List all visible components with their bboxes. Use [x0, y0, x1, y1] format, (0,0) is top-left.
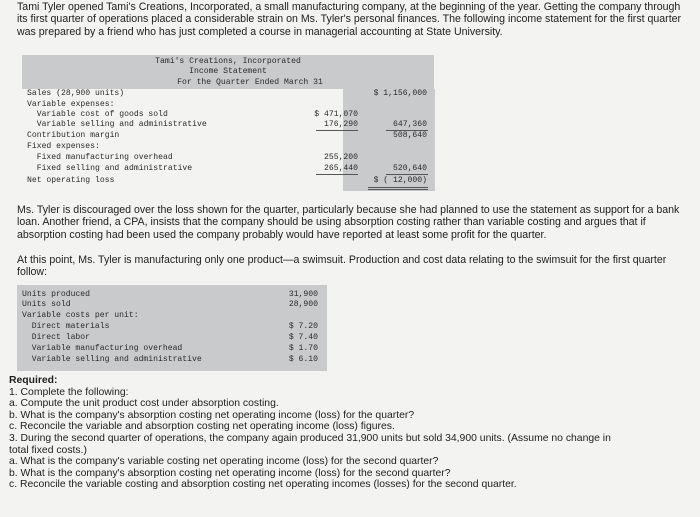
statement-row-label: Sales (28,900 units): [27, 89, 125, 98]
production-row-label: Direct labor: [22, 333, 90, 342]
production-row-value: $ 1.70: [288, 344, 318, 353]
required-line: 3. During the second quarter of operations, the company again produced 31,900 units but sold 34,900 units. (Assume no change in: [9, 432, 611, 444]
statement-row-total: $ ( 12,000): [373, 176, 427, 185]
statement-row-total: 647,360: [393, 120, 427, 129]
statement-row-total: 520,640: [393, 164, 427, 173]
statement-row-total: $ 1,156,000: [373, 89, 427, 98]
production-row-value: $ 6.10: [288, 355, 318, 364]
required-line: b. What is the company's absorption costing net operating income (loss) for the quarter?: [9, 409, 415, 421]
required-line: c. Reconcile the variable costing and absorption costing net operating incomes (losses) for the second quarter.: [9, 479, 517, 491]
statement-row-label: Variable expenses:: [27, 100, 115, 109]
subtotal-rule: [316, 174, 358, 175]
discussion-paragraph: Ms. Tyler is discouraged over the loss shown for the quarter, particularly because she had planned to use the statement as support for a bank loan. Another friend, a CPA, insists that the company should be using absorption costing rather than variable costing and argues that if absorption costing had been used the company probably would have reported at least some profit for the quarter.: [17, 204, 680, 241]
production-intro-paragraph: At this point, Ms. Tyler is manufacturing only one product—a swimsuit. Production and cost data relating to the swimsuit for the first quarter follow:: [17, 254, 667, 279]
statement-row-label: Fixed selling and administrative: [27, 164, 193, 173]
production-row-label: Variable manufacturing overhead: [22, 344, 183, 353]
statement-row-label: Fixed manufacturing overhead: [27, 153, 173, 162]
subtotal-rule: [386, 174, 428, 175]
statement-row-label: Fixed expenses:: [27, 142, 100, 151]
statement-row-label: Net operating loss: [27, 176, 115, 185]
production-row-value: $ 7.40: [288, 333, 318, 342]
required-line: a. Compute the unit product cost under absorption costing.: [9, 398, 279, 410]
required-section: [9, 375, 689, 491]
production-row-label: Units sold: [22, 300, 71, 309]
production-row-label: Units produced: [22, 290, 90, 299]
statement-title: Income Statement: [189, 67, 267, 76]
intro-paragraph: Tami Tyler opened Tami's Creations, Incorporated, a small manufacturing company, at the beginning of the year. Getting the company through its first quarter of operations placed a considerable strain on Ms. Tyler's personal finances. The following income statement for the first quarter was prepared by a friend who has just completed a course in managerial accounting at State University.: [17, 1, 682, 38]
statement-row-amount: 176,290: [324, 120, 358, 129]
required-line: total fixed costs.): [9, 444, 87, 456]
statement-row-label: Variable selling and administrative: [27, 120, 207, 129]
statement-company: Tami's Creations, Incorporated: [155, 57, 301, 66]
statement-row-amount: 265,440: [324, 164, 358, 173]
total-double-rule: [368, 187, 428, 188]
production-row-label: Variable costs per unit:: [22, 311, 139, 320]
production-row-value: $ 7.20: [288, 322, 318, 331]
statement-period: For the Quarter Ended March 31: [177, 78, 323, 87]
required-line: c. Reconcile the variable and absorption costing net operating income (loss) figures.: [9, 421, 395, 433]
statement-row-label: Contribution margin: [27, 131, 120, 140]
statement-row-total: 508,640: [393, 131, 427, 140]
required-line: 1. Complete the following:: [9, 386, 129, 398]
statement-row-label: Variable cost of goods sold: [27, 110, 168, 119]
required-heading: Required:: [9, 375, 58, 386]
production-row-label: Variable selling and administrative: [22, 355, 202, 364]
production-row-value: 28,900: [288, 300, 318, 309]
required-line: a. What is the company's variable costing net operating income (loss) for the second quarter?: [9, 456, 439, 468]
required-line: b. What is the company's absorption costing net operating income (loss) for the second quarter?: [9, 467, 451, 479]
production-row-value: 31,900: [288, 290, 318, 299]
total-double-rule: [368, 189, 428, 190]
statement-row-amount: 255,200: [324, 153, 358, 162]
statement-row-amount: $ 471,070: [314, 110, 358, 119]
production-row-label: Direct materials: [22, 322, 110, 331]
